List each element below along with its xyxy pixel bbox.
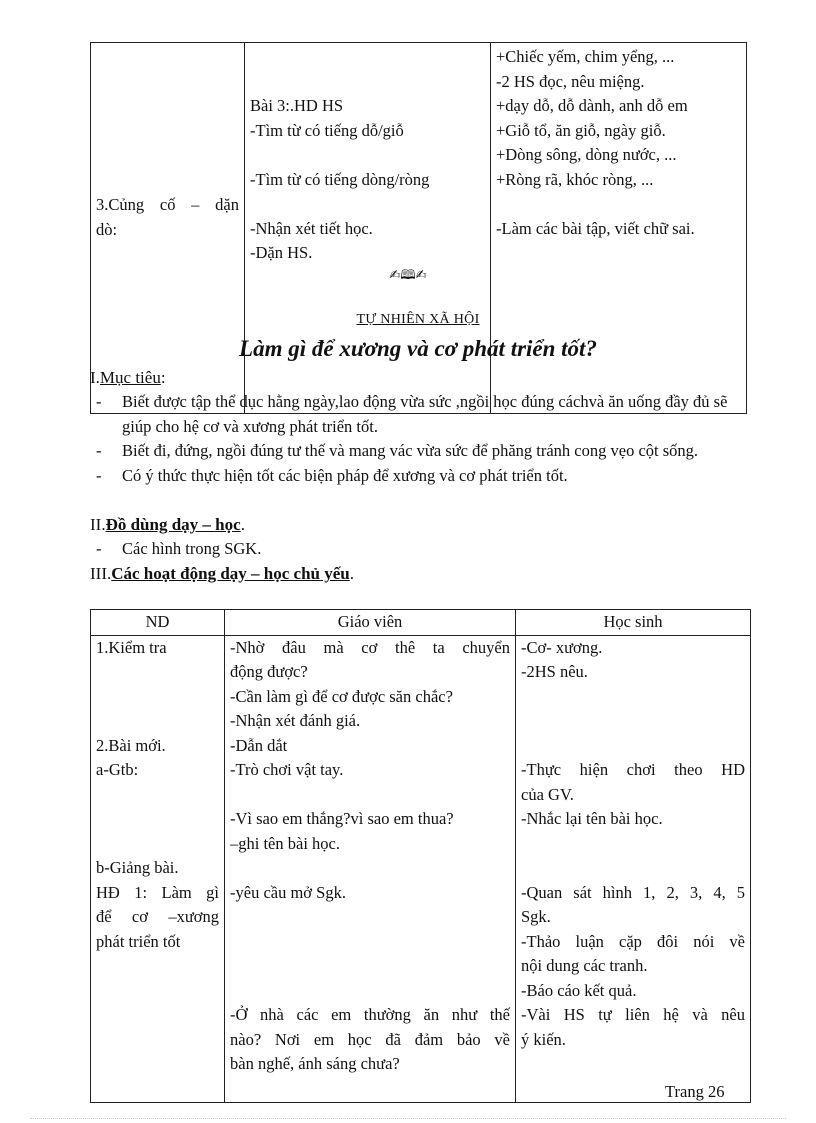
cell-line: -Tìm từ có tiếng dòng/ròng: [250, 169, 430, 189]
section-materials-heading: II.Đồ dùng dạy – học.: [90, 515, 245, 534]
cell-student: [516, 635, 751, 1102]
cell-line: nội dung các tranh.: [521, 956, 648, 975]
cell-line: -Cơ- xương.: [521, 637, 603, 657]
cell-line: -Dẫn dắt: [230, 735, 288, 755]
cell-line: -Quan sát hình 1, 2, 3, 4, 5: [521, 882, 745, 902]
cell-line: phát triển tốt: [96, 931, 181, 951]
cell-line: a-Gtb:: [96, 760, 139, 779]
section-activities-heading: III.Các hoạt động dạy – học chủ yếu.: [90, 564, 354, 583]
cell-line: 3.Củng cố – dặn: [96, 195, 239, 214]
cell-line: –ghi tên bài học.: [230, 833, 340, 853]
list-item: - Biết được tập thể dục hằng ngày,lao động vừa sức ,ngồi học đúng cáchvà ăn uống đầy đủ sẽ giúp cho hệ cơ và xương phát triển tốt.: [92, 390, 744, 439]
cell-line: -Nhắc lại tên bài học.: [521, 809, 663, 828]
cell-line: bàn nghế, ánh sáng chưa?: [230, 1054, 400, 1073]
cell-line: động được?: [230, 662, 308, 681]
cell-line: -Tìm từ có tiếng dỗ/giỗ: [250, 120, 404, 140]
cell-line: -Dặn HS.: [250, 243, 313, 262]
header-teacher: Giáo viên: [225, 610, 516, 636]
cell-line: -Nhờ đâu mà cơ thê ta chuyển: [230, 637, 510, 657]
cell-line: ý kiến.: [521, 1029, 566, 1049]
cell-nd: [91, 635, 225, 1102]
cell-line: Sgk.: [521, 907, 551, 926]
cell-line: -2 HS đọc, nêu miệng.: [496, 71, 645, 91]
cell-line: của GV.: [521, 784, 574, 804]
cell-line: -2HS nêu.: [521, 662, 588, 681]
table-row: [91, 635, 751, 1102]
cell-line: dò:: [96, 219, 118, 239]
cell-teacher: [225, 635, 516, 1102]
header-student: Học sinh: [516, 610, 751, 636]
cell-line: -Cần làm gì để cơ được săn chắc?: [230, 686, 453, 706]
cell-line: 2.Bài mới.: [96, 735, 166, 755]
subject-label: TỰ NHIÊN XÃ HỘI: [356, 312, 480, 327]
cell-line: HĐ 1: Làm gì: [96, 882, 219, 902]
section-objectives-heading: I.Mục tiêu:: [90, 368, 166, 387]
cell-line: nào? Nơi em học đã đảm bảo về: [230, 1029, 510, 1049]
cell-line: -Ở nhà các em thường ăn như thế: [230, 1005, 510, 1024]
cell-line: +Chiếc yếm, chim yểng, ...: [496, 47, 675, 66]
cell-line: -Vài HS tự liên hệ và nêu: [521, 1005, 745, 1024]
footer-divider: [30, 1118, 786, 1119]
cell-line: 1.Kiểm tra: [96, 637, 167, 657]
cell-line: b-Giảng bài.: [96, 858, 179, 877]
cell-line: -Thảo luận cặp đôi nói về: [521, 931, 745, 951]
list-item: - Có ý thức thực hiện tốt các biện pháp để xương và cơ phát triển tốt.: [92, 464, 744, 489]
cell-line: +Giỗ tổ, ăn giỗ, ngày giỗ.: [496, 120, 666, 140]
objectives-list: [92, 390, 744, 488]
page-number: Trang 26: [665, 1082, 725, 1101]
cell-line: -Thực hiện chơi theo HD: [521, 760, 745, 779]
header-nd: ND: [91, 610, 225, 636]
cell-line: +Ròng rã, khóc ròng, ...: [496, 169, 654, 189]
cell-line: -Trò chơi vật tay.: [230, 760, 344, 779]
cell-line: để cơ –xương: [96, 907, 219, 926]
cell-line: -Nhận xét đánh giá.: [230, 711, 361, 730]
list-item: - Các hình trong SGK.: [92, 537, 744, 562]
cell-line: -Vì sao em thắng?vì sao em thua?: [230, 809, 454, 828]
separator-ornament: ✍🕮✍: [389, 268, 427, 283]
cell-line: +dạy dỗ, dỗ dành, anh dỗ em: [496, 96, 688, 115]
cell-line: -yêu cầu mở Sgk.: [230, 882, 346, 902]
cell-line: +Dòng sông, dòng nước, ...: [496, 145, 677, 164]
page-title: Làm gì để xương và cơ phát triển tốt?: [239, 336, 597, 361]
list-item: - Biết đi, đứng, ngồi đúng tư thế và mang vác vừa sức để phăng tránh cong vẹo cột sống.: [92, 439, 744, 464]
cell-line: -Nhận xét tiết học.: [250, 218, 373, 238]
cell-line: -Báo cáo kết quả.: [521, 980, 637, 1000]
cell-line: -Làm các bài tập, viết chữ sai.: [496, 218, 695, 238]
cell-line: Bài 3:.HD HS: [250, 96, 344, 115]
materials-list: [92, 537, 744, 562]
lesson-table: [90, 609, 751, 1103]
table-header-row: [91, 610, 751, 636]
